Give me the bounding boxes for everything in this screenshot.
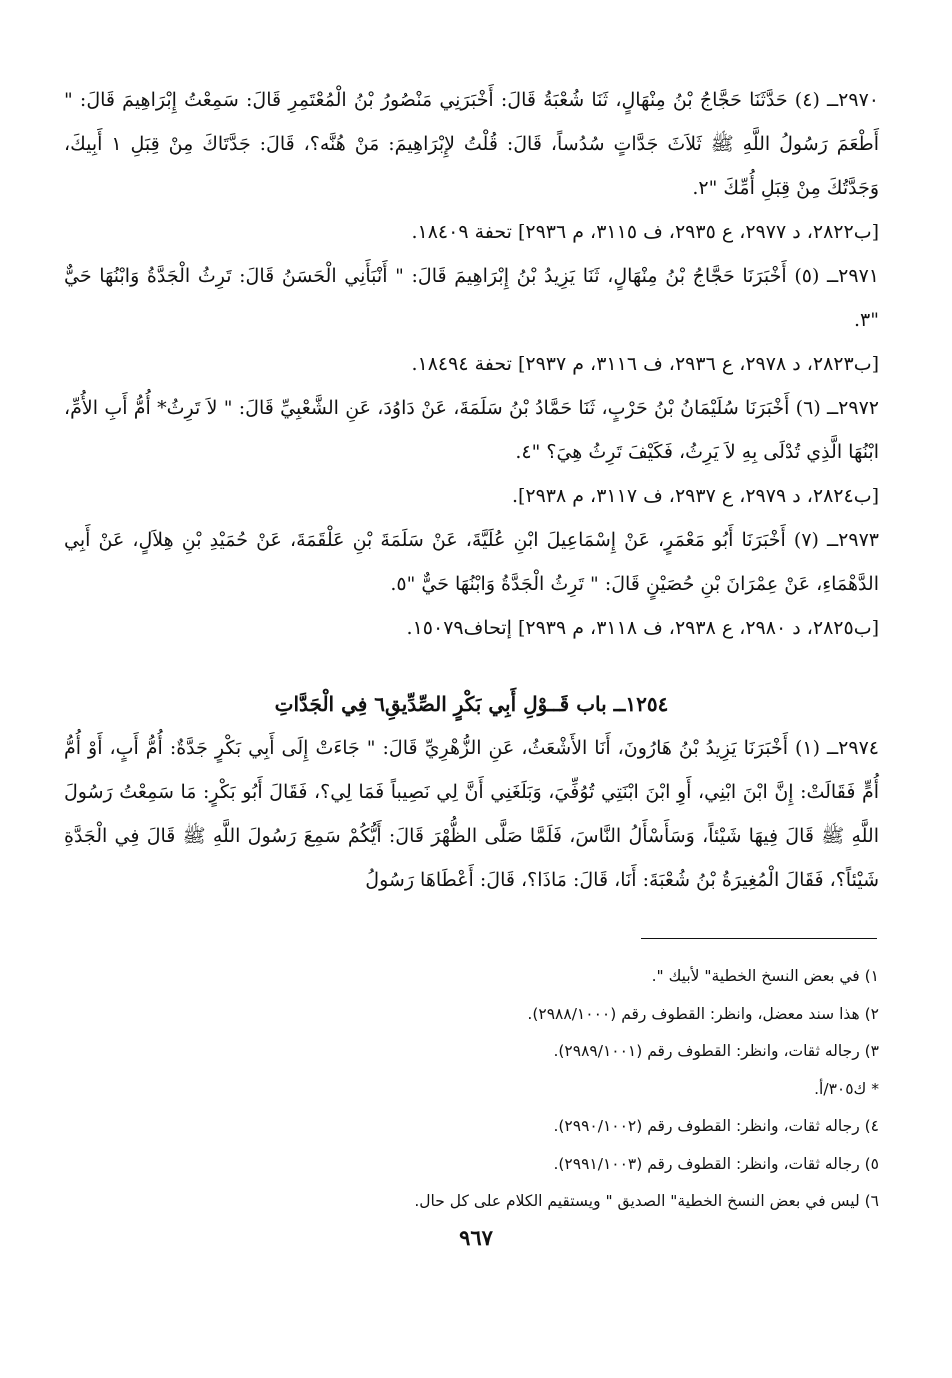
hadith-2971 [64,254,879,386]
hadith-2973 [64,518,879,650]
hadith-2970 [64,78,879,254]
footnote-2: ٢) هذا سند معضل، وانظر: القطوف رقم (٢٩٨٨/١٠٠٠). [527,1004,879,1023]
hadith-reference: [ب٢٨٢٣، د ٢٩٧٨، ع ٢٩٣٦، ف ٣١١٦، م ٢٩٣٧] تحفة ١٨٤٩٤. [411,353,879,375]
hadith-reference: [ب٢٨٢٢، د ٢٩٧٧، ع ٢٩٣٥، ف ٣١١٥، م ٢٩٣٦] تحفة ١٨٤٠٩. [411,221,879,243]
hadith-text: ٢٩٧١ــ (٥) أَخْبَرَنَا حَجَّاجُ بْنُ مِنْهَالٍ، ثَنَا يَزِيدُ بْنُ إِبْرَاهِيمَ قَالَ: " أَنْبَأَنِي الْحَسَنُ قَالَ: تَرِثُ الْجَدَّةُ وَابْنُهَا حَيٌّ "٣. [64,265,879,331]
hadith-text: ٢٩٧٢ــ (٦) أَخْبَرَنَا سُلَيْمَانُ بْنُ حَرْبٍ، ثَنَا حَمَّادُ بْنُ سَلَمَةَ، عَنْ دَاوُدَ، عَنِ الشَّعْبِيِّ قَالَ: " لاَ تَرِثُ* أُمُّ أَبِ الأُمِّ، ابْنُهَا الَّذِي تُدْلَى بِهِ لاَ يَرِثُ، فَكَيْفَ تَرِثُ هِيَ؟ "٤. [64,397,879,463]
hadith-reference: [ب٢٨٢٥، د ٢٩٨٠، ع ٢٩٣٨، ف ٣١١٨، م ٢٩٣٩] إتحاف١٥٠٧٩. [406,617,879,639]
footnote-3: ٣) رجاله ثقات، وانظر: القطوف رقم (٢٩٨٩/١٠٠١). [553,1042,879,1060]
hadith-text: ٢٩٧٣ــ (٧) أَخْبَرَنَا أَبُو مَعْمَرٍ، عَنْ إِسْمَاعِيلَ ابْنِ عُلَيَّةَ، عَنْ سَلَمَةَ بْنِ عَلْقَمَةَ، عَنْ حُمَيْدِ بْنِ هِلاَلٍ، عَنْ أَبِي الدَّهْمَاءِ، عَنْ عِمْرَانَ بْنِ حُصَيْنٍ قَالَ: " تَرِثُ الْجَدَّةُ وَابْنُهَا حَيٌّ "٥. [64,529,879,595]
hadith-2972 [64,386,879,518]
page-number: ٩٦٧ [459,1225,493,1250]
main-text [64,78,879,902]
footnote-asterisk: * ك٣٠٥/أ. [814,1079,879,1098]
chapter-heading: ١٢٥٤ــ باب قَــوْلِ أَبِي بَكْرٍ الصِّدِّيقِ٦ فِي الْجَدَّاتِ [274,692,669,716]
footnote-5: ٥) رجاله ثقات، وانظر: القطوف رقم (٢٩٩١/١٠٠٣). [553,1154,879,1173]
footnote-1: ١) في بعض النسخ الخطية" لأبيك ". [651,967,879,985]
hadith-reference: [ب٢٨٢٤، د ٢٩٧٩، ع ٢٩٣٧، ف ٣١١٧، م ٢٩٣٨]. [511,485,879,507]
footnote-4: ٤) رجاله ثقات، وانظر: القطوف رقم (٢٩٩٠/١٠٠٢). [553,1117,879,1135]
footnotes [64,958,879,1221]
footnote-6: ٦) ليس في بعض النسخ الخطية" الصديق " ويستقيم الكلام على كل حال. [414,1192,879,1210]
hadith-2974 [64,726,879,902]
footnote-divider [641,938,877,939]
hadith-text: ٢٩٧٤ــ (١) أَخْبَرَنَا يَزِيدُ بْنُ هَارُونَ، أَنَا الأَشْعَثُ، عَنِ الزُّهْرِيِّ قَالَ: " جَاءَتْ إِلَى أَبِي بَكْرٍ جَدَّةٌ: أُمُّ أَبٍ، أَوْ أُمُّ أُمٍّ فَقَالَتْ: إِنَّ ابْنَ ابْنِي، أَوِ ابْنَ ابْنَتِي تُوُفِّيَ، وَبَلَغَنِي أَنَّ لِي نَصِيباً فَمَا لِي؟، فَقَالَ أَبُو بَكْرٍ: مَا سَمِعْتُ رَسُولَ اللَّهِ ﷺ قَالَ فِيهَا شَيْئاً، وَسَأَسْأَلُ النَّاسَ، فَلَمَّا صَلَّى الظُّهْرَ قَالَ: أَيُّكُمْ سَمِعَ رَسُولَ اللَّهِ ﷺ قَالَ فِي الْجَدَّةِ شَيْئاً؟، فَقَالَ الْمُغِيرَةُ بْنُ شُعْبَةَ: أَنَا، قَالَ: مَاذَا؟، قَالَ: أَعْطَاهَا رَسُولُ [64,737,879,891]
hadith-text: ٢٩٧٠ــ (٤) حَدَّثَنَا حَجَّاجُ بْنُ مِنْهَالٍ، ثَنَا شُعْبَةُ قَالَ: أَخْبَرَنِي مَنْصُورُ بْنُ الْمُعْتَمِرِ قَالَ: سَمِعْتُ إِبْرَاهِيمَ قَالَ: " أَطْعَمَ رَسُولُ اللَّهِ ﷺ ثَلاَثَ جَدَّاتٍ سُدُساً، قَالَ: قُلْتُ لإِبْرَاهِيمَ: مَنْ هُنَّه؟، قَالَ: جَدَّتَاكَ مِنْ قِبَلِ ١ أَبِيكَ، وَجَدَّتُكَ مِنْ قِبَلِ أُمِّكَ "٢. [64,89,879,199]
